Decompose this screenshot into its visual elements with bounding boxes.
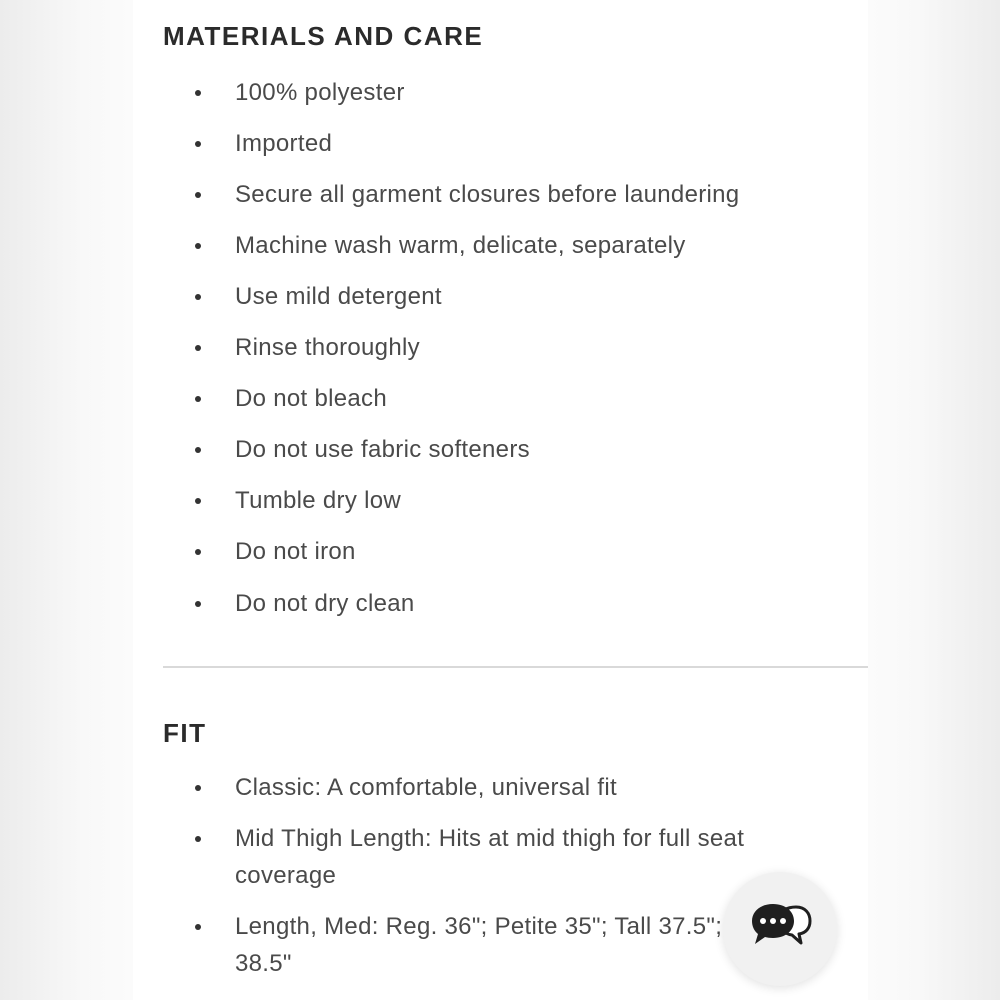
- list-item-text: Do not iron: [235, 538, 356, 565]
- bullet-icon: [195, 498, 201, 504]
- list-item-text: Rinse thoroughly: [235, 334, 420, 361]
- list-item-text: Do not dry clean: [235, 590, 415, 617]
- bullet-icon: [195, 345, 201, 351]
- list-item-text: Classic: A comfortable, universal fit: [235, 774, 617, 801]
- list-item-text: 100% polyester: [235, 79, 405, 106]
- bullet-icon: [195, 601, 201, 607]
- list-item-text: Secure all garment closures before laundering: [235, 181, 740, 208]
- bullet-icon: [195, 141, 201, 147]
- bullet-icon: [195, 294, 201, 300]
- bullet-icon: [195, 192, 201, 198]
- list-item-text: Use mild detergent: [235, 283, 442, 310]
- list-item-text: Do not bleach: [235, 385, 388, 412]
- list-item-text: Machine wash warm, delicate, separately: [235, 232, 686, 259]
- list-item-text: Length, Med: Reg. 36"; Petite 35"; Tall 37.5"; 38.5": [235, 913, 723, 977]
- bullet-icon: [195, 549, 201, 555]
- section-divider: [163, 666, 868, 668]
- bullet-icon: [195, 785, 201, 791]
- bullet-icon: [195, 924, 201, 930]
- product-details-panel: [133, 0, 868, 1000]
- list-item-text: Mid Thigh Length: Hits at mid thigh for full seat coverage: [235, 825, 745, 889]
- list-item-text: Imported: [235, 130, 333, 157]
- chat-button[interactable]: [723, 872, 837, 986]
- list-item-text: Do not use fabric softeners: [235, 436, 530, 463]
- list-item-text: Tumble dry low: [235, 487, 402, 514]
- bullet-icon: [195, 447, 201, 453]
- fit-heading: FIT: [163, 718, 207, 748]
- bullet-icon: [195, 836, 201, 842]
- bullet-icon: [195, 396, 201, 402]
- chat-bubbles-icon: [748, 899, 812, 959]
- materials-and-care-heading: MATERIALS AND CARE: [163, 21, 484, 51]
- bullet-icon: [195, 243, 201, 249]
- bullet-icon: [195, 90, 201, 96]
